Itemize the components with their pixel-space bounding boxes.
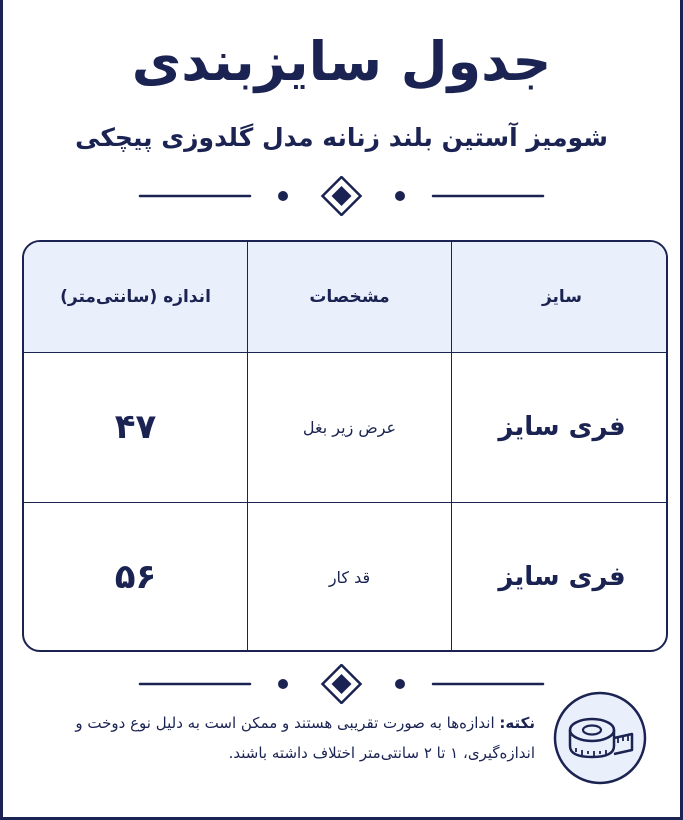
size-cell: فری سایز	[452, 352, 669, 502]
header-measurement: اندازه (سانتی‌متر)	[24, 242, 248, 352]
page-title: جدول سایزبندی	[131, 30, 552, 93]
top-divider	[0, 176, 683, 216]
header-spec: مشخصات	[248, 242, 452, 352]
size-table	[22, 240, 668, 652]
diamond-icon	[323, 177, 361, 215]
page-subtitle: شومیز آستین بلند زنانه مدل گلدوزی پیچکی	[75, 123, 608, 152]
spec-cell: قد کار	[248, 502, 452, 652]
measuring-tape-icon	[552, 690, 648, 786]
value-cell: ۴۷	[24, 352, 248, 502]
value-cell: ۵۶	[24, 502, 248, 652]
table-row	[24, 502, 668, 652]
note-paragraph	[40, 708, 535, 768]
spec-cell: عرض زیر بغل	[248, 352, 452, 502]
note-text: اندازه‌ها به صورت تقریبی هستند و ممکن است به دلیل نوع دوخت و اندازه‌گیری، ۱ تا ۲ سانتی‌متر اختلاف داشته باشند.	[75, 714, 535, 762]
table-row	[24, 352, 668, 502]
header-size: سایز	[452, 242, 669, 352]
table-header-row	[24, 242, 668, 352]
note-label: نکته:	[499, 714, 535, 732]
size-cell: فری سایز	[452, 502, 669, 652]
diamond-icon	[323, 665, 361, 703]
